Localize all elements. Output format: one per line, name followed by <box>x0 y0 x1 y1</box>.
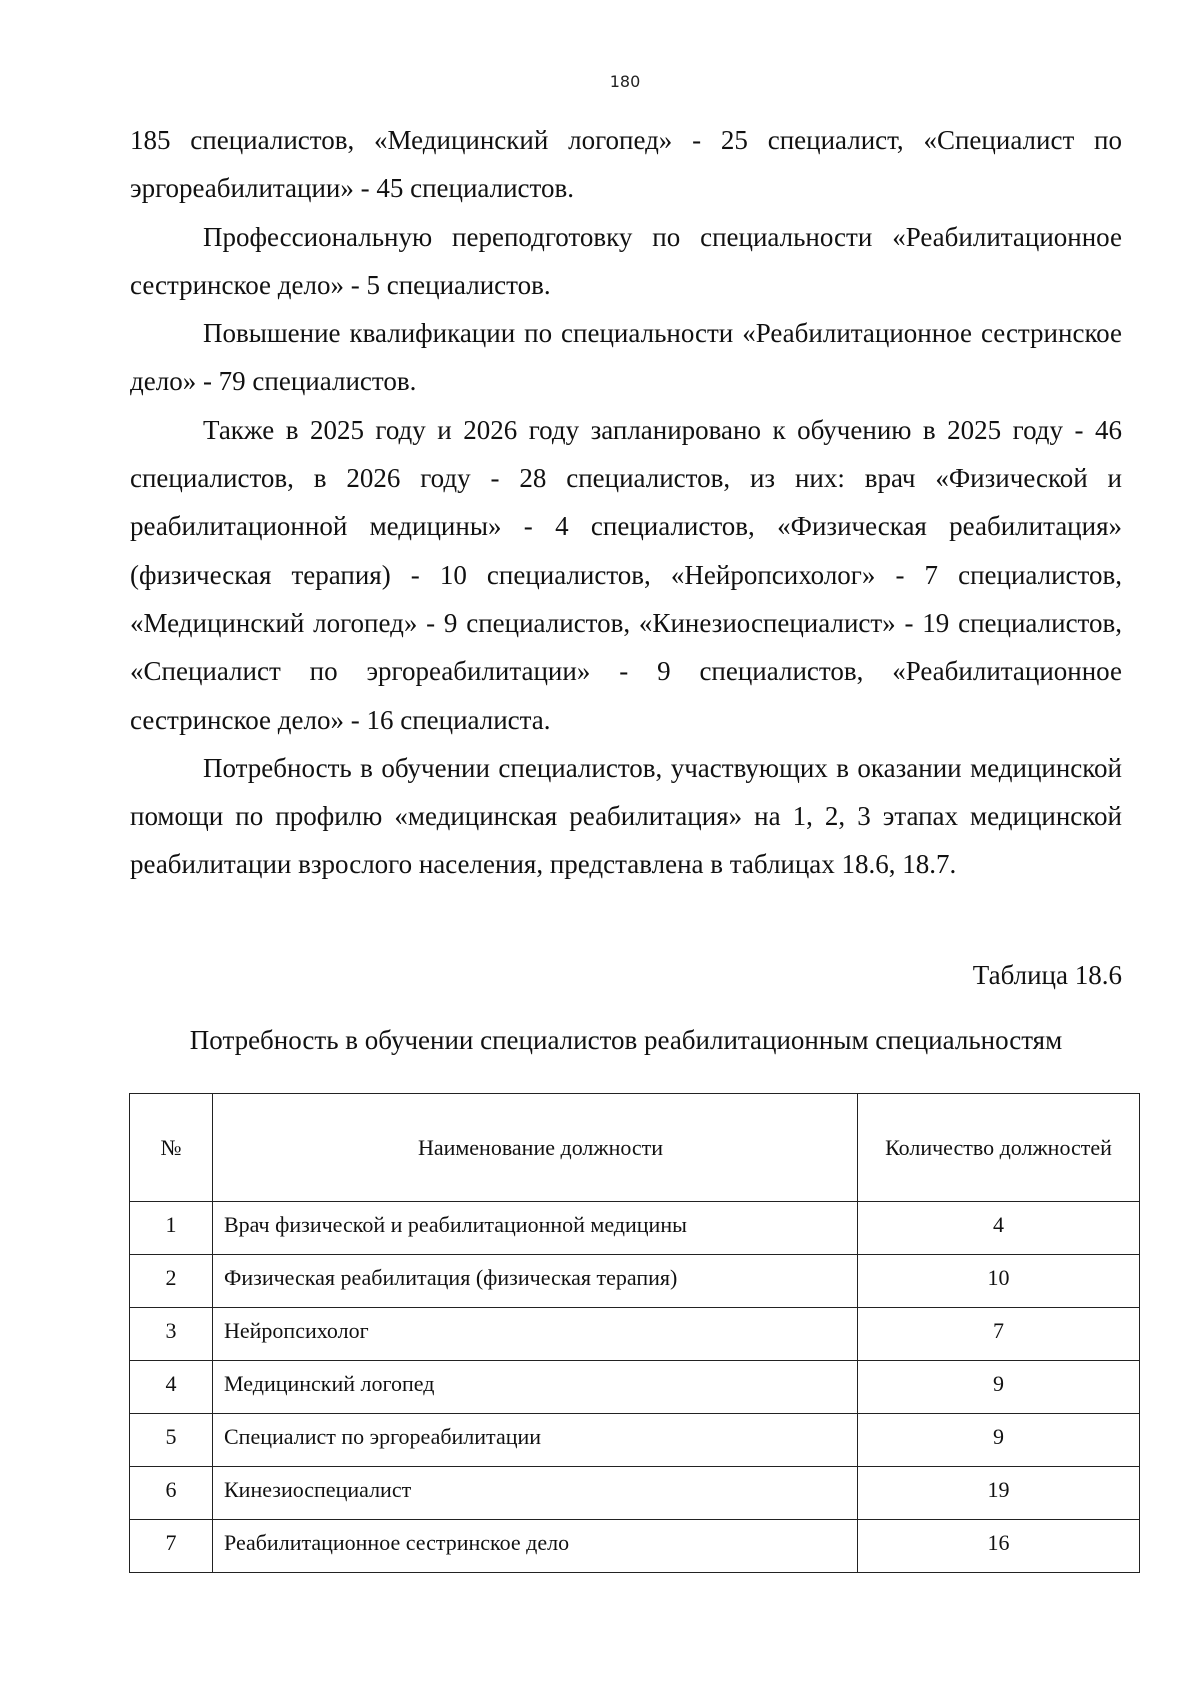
row-position-name: Кинезиоспециалист <box>213 1467 858 1520</box>
paragraph: Потребность в обучении специалистов, участвующих в оказании медицинской помощи по профилю «медицинская реабилитация» на 1, 2, 3 этапах медицинской реабилитации взрослого населения, представлена в таблицах 18.6, 18.7. <box>130 752 1122 880</box>
row-position-count: 4 <box>858 1202 1140 1255</box>
row-number: 6 <box>130 1467 213 1520</box>
header-number: № <box>130 1094 213 1202</box>
page-number: 180 <box>609 72 641 91</box>
table-row <box>130 1467 1140 1520</box>
specialists-table <box>129 1093 1140 1573</box>
table-label: Таблица 18.6 <box>972 960 1122 990</box>
row-number: 5 <box>130 1414 213 1467</box>
table-row <box>130 1255 1140 1308</box>
body-text <box>130 116 1122 889</box>
row-position-name: Медицинский логопед <box>213 1361 858 1414</box>
row-position-name: Физическая реабилитация (физическая терапия) <box>213 1255 858 1308</box>
paragraph: Повышение квалификации по специальности «Реабилитационное сестринское дело» - 79 специалистов. <box>130 318 1122 397</box>
header-position-name: Наименование должности <box>213 1094 858 1202</box>
paragraph: Также в 2025 году и 2026 году запланировано к обучению в 2025 году - 46 специалистов, в 2026 году - 28 специалистов, из них: врач «Физической и реабилитационной медицины» - 4 специалистов, «Физическая реабилитация» (физическая терапия) - 10 специалистов, «Нейропсихолог» - 7 специалистов, «Медицинский логопед» - 9 специалистов, «Кинезиоспециалист» - 19 специалистов, «Специалист по эргореабилитации» - 9 специалистов, «Реабилитационное сестринское дело» - 16 специалиста. <box>130 414 1122 735</box>
row-position-count: 9 <box>858 1361 1140 1414</box>
row-position-name: Специалист по эргореабилитации <box>213 1414 858 1467</box>
row-position-count: 7 <box>858 1308 1140 1361</box>
table-header-row <box>130 1094 1140 1202</box>
table-row <box>130 1202 1140 1255</box>
row-number: 7 <box>130 1520 213 1573</box>
row-number: 3 <box>130 1308 213 1361</box>
row-position-name: Нейропсихолог <box>213 1308 858 1361</box>
row-position-name: Врач физической и реабилитационной медицины <box>213 1202 858 1255</box>
row-position-name: Реабилитационное сестринское дело <box>213 1520 858 1573</box>
row-position-count: 19 <box>858 1467 1140 1520</box>
row-number: 2 <box>130 1255 213 1308</box>
table-row <box>130 1308 1140 1361</box>
row-position-count: 9 <box>858 1414 1140 1467</box>
paragraph: Профессиональную переподготовку по специальности «Реабилитационное сестринское дело» - 5 специалистов. <box>130 221 1122 300</box>
paragraph: 185 специалистов, «Медицинский логопед» - 25 специалист, «Специалист по эргореабилитации» - 45 специалистов. <box>130 125 1122 204</box>
table-row <box>130 1520 1140 1573</box>
table-row <box>130 1361 1140 1414</box>
row-position-count: 10 <box>858 1255 1140 1308</box>
table-title: Потребность в обучении специалистов реабилитационным специальностям <box>189 1025 1063 1055</box>
row-number: 4 <box>130 1361 213 1414</box>
table-row <box>130 1414 1140 1467</box>
header-position-count: Количество должностей <box>858 1094 1140 1202</box>
row-number: 1 <box>130 1202 213 1255</box>
row-position-count: 16 <box>858 1520 1140 1573</box>
